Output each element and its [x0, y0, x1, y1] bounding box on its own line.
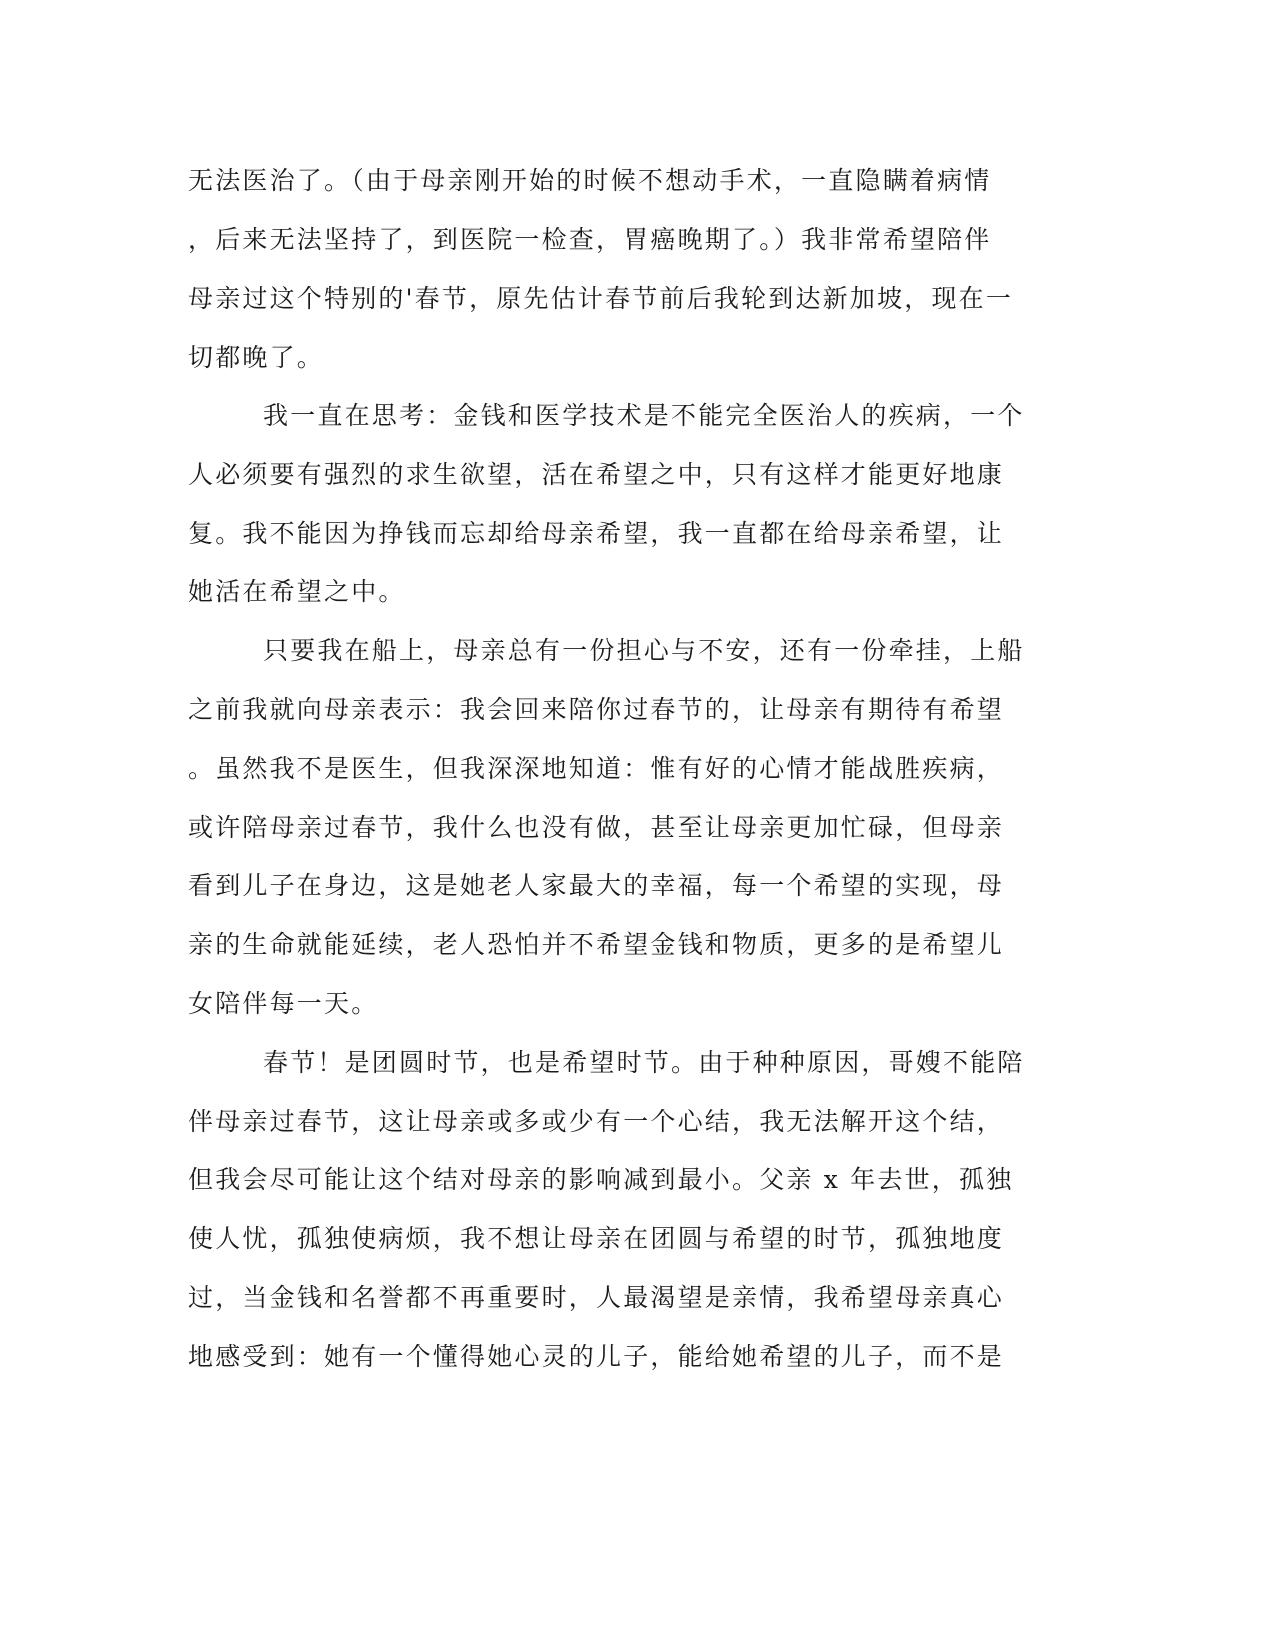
- paragraph-3-line-4: 或许陪母亲过春节，我什么也没有做，甚至让母亲更加忙碌，但母亲: [188, 813, 1005, 842]
- paragraph-1-line-1: 无法医治了。（由于母亲刚开始的时候不想动手术，一直隐瞒着病情: [188, 166, 992, 195]
- paragraph-3-line-6: 亲的生命就能延续，老人恐怕并不希望金钱和物质，更多的是希望儿: [188, 930, 1005, 959]
- paragraph-3-line-5: 看到儿子在身边，这是她老人家最大的幸福，每一个希望的实现，母: [188, 871, 1005, 900]
- paragraph-2-line-2: 人必须要有强烈的求生欲望，活在希望之中，只有这样才能更好地康: [188, 460, 1005, 489]
- paragraph-4-line-4: 使人忧，孤独使病烦，我不想让母亲在团圆与希望的时节，孤独地度: [188, 1224, 1005, 1253]
- paragraph-3-line-2: 之前我就向母亲表示：我会回来陪你过春节的，让母亲有期待有希望: [188, 695, 1005, 724]
- paragraph-4-line-2: 伴母亲过春节，这让母亲或多或少有一个心结，我无法解开这个结，: [188, 1107, 1005, 1136]
- paragraph-4-line-5: 过，当金钱和名誉都不再重要时，人最渴望是亲情，我希望母亲真心: [188, 1283, 1005, 1312]
- paragraph-3-line-7: 女陪伴每一天。: [188, 989, 379, 1018]
- paragraph-1-line-4: 切都晚了。: [188, 343, 325, 372]
- paragraph-2-line-4: 她活在希望之中。: [188, 577, 406, 606]
- paragraph-4-line-1: 春节！是团圆时节，也是希望时节。由于种种原因，哥嫂不能陪: [263, 1048, 1025, 1077]
- paragraph-2-line-3: 复。我不能因为挣钱而忘却给母亲希望，我一直都在给母亲希望，让: [188, 519, 1005, 548]
- paragraph-1-line-2: ，后来无法坚持了，到医院一检查，胃癌晚期了。）我非常希望陪伴: [188, 225, 992, 254]
- paragraph-1-line-3: 母亲过这个特别的'春节，原先估计春节前后我轮到达新加坡，现在一: [188, 284, 1014, 313]
- paragraph-3-line-3: 。虽然我不是医生，但我深深地知道：惟有好的心情才能战胜疾病，: [188, 754, 1005, 783]
- paragraph-4-line-3: 但我会尽可能让这个结对母亲的影响减到最小。父亲 x 年去世，孤独: [188, 1165, 1014, 1194]
- paragraph-4-line-6: 地感受到：她有一个懂得她心灵的儿子，能给她希望的儿子，而不是: [188, 1342, 1005, 1371]
- paragraph-3-line-1: 只要我在船上，母亲总有一份担心与不安，还有一份牵挂，上船: [263, 636, 1025, 665]
- paragraph-2-line-1: 我一直在思考：金钱和医学技术是不能完全医治人的疾病，一个: [263, 401, 1025, 430]
